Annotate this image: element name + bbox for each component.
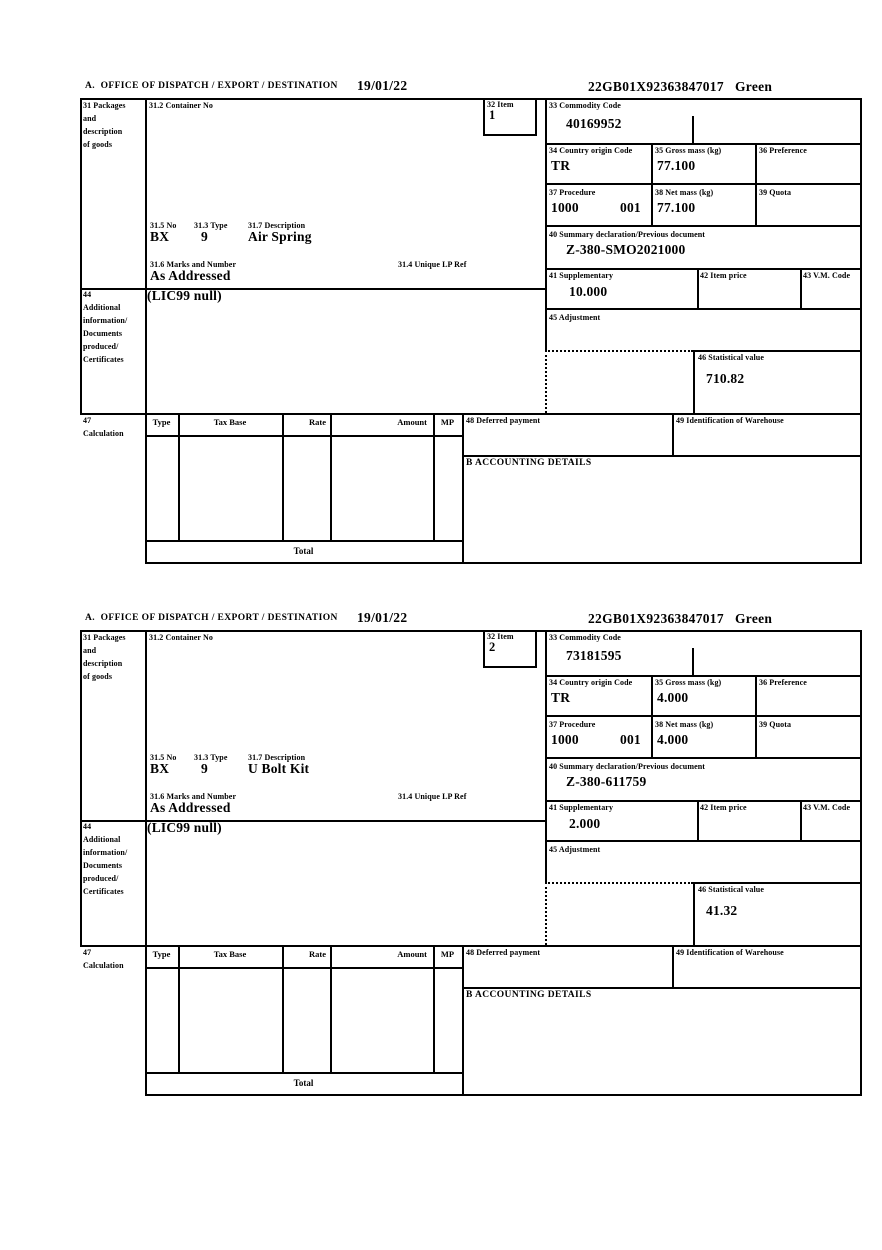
divider-line [462, 455, 862, 457]
packages-type-label: 31.3 Type [194, 753, 228, 762]
divider-line [433, 413, 435, 540]
country-origin-label: 34 Country origin Code [549, 678, 633, 687]
divider-line [462, 945, 464, 1094]
calc-column-amount: Amount [397, 417, 427, 427]
container-no-label: 31.2 Container No [149, 633, 213, 642]
dispatch-date: 19/01/22 [357, 78, 408, 93]
divider-line [462, 413, 464, 562]
additional-information-value: (LIC99 null) [147, 820, 222, 835]
box44-label-line: produced/ [83, 874, 119, 883]
box44-label-line: Additional [83, 303, 121, 312]
divider-line [145, 540, 464, 542]
adjustment-label: 45 Adjustment [549, 313, 601, 322]
divider-line [693, 350, 695, 413]
statistical-value-label: 46 Statistical value [698, 353, 764, 362]
divider-line [545, 308, 862, 310]
divider-line [545, 98, 547, 350]
net-mass-value: 4.000 [657, 732, 689, 747]
divider-line [80, 413, 862, 415]
box44-label-line: 44 [83, 290, 92, 299]
box47-label-line: Calculation [83, 961, 124, 970]
packages-description-label: 31.7 Description [248, 221, 306, 230]
packages-no-label: 31.5 No [150, 221, 177, 230]
divider-line [860, 630, 862, 1096]
divider-line [80, 630, 82, 945]
routing-status: Green [735, 79, 773, 94]
box31-label-line: 31 Packages [83, 633, 126, 642]
marks-and-number-label: 31.6 Marks and Number [150, 792, 237, 801]
declaration-item-block [0, 612, 882, 1112]
divider-line [545, 715, 862, 717]
packages-description-label: 31.7 Description [248, 753, 306, 762]
divider-line [282, 945, 284, 1072]
supplementary-value: 10.000 [569, 284, 608, 299]
box44-label-line: produced/ [83, 342, 119, 351]
office-of-dispatch-label: A. OFFICE OF DISPATCH / EXPORT / DESTINATION [85, 613, 338, 623]
divider-line [755, 675, 757, 757]
marks-and-number-label: 31.6 Marks and Number [150, 260, 237, 269]
item-number-value: 2 [489, 640, 496, 654]
divider-line [433, 945, 435, 1072]
identification-warehouse-label: 49 Identification of Warehouse [676, 416, 784, 425]
box31-label-line: description [83, 127, 123, 136]
dotted-divider-line [545, 350, 693, 352]
item-number-value: 1 [489, 108, 496, 122]
procedure-value-2: 001 [620, 732, 641, 747]
supplementary-label: 41 Supplementary [549, 271, 614, 280]
calc-column-tax-base: Tax Base [213, 417, 247, 427]
box44-label-line: Additional [83, 835, 121, 844]
divider-line [545, 183, 862, 185]
net-mass-label: 38 Net mass (kg) [655, 188, 714, 197]
goods-description-value: U Bolt Kit [248, 761, 310, 776]
divider-line [545, 630, 547, 882]
box44-label-line: information/ [83, 848, 128, 857]
calc-column-rate: Rate [309, 949, 326, 959]
divider-line [545, 225, 862, 227]
net-mass-value: 77.100 [657, 200, 696, 215]
divider-line [545, 143, 862, 145]
deferred-payment-label: 48 Deferred payment [466, 416, 541, 425]
divider-line [145, 435, 464, 437]
divider-line [330, 413, 332, 540]
divider-line [672, 945, 674, 989]
movement-reference-number: 22GB01X92363847017 [588, 79, 724, 94]
commodity-code-label: 33 Commodity Code [549, 633, 621, 642]
packages-no-value: BX [150, 761, 170, 776]
declaration-item-block [0, 80, 882, 580]
packages-type-value: 9 [201, 761, 208, 776]
movement-reference-number: 22GB01X92363847017 [588, 611, 724, 626]
item-price-label: 42 Item price [700, 803, 747, 812]
divider-line [145, 967, 464, 969]
vm-code-label: 43 V.M. Code [803, 271, 851, 280]
item-number-label: 32 Item [487, 100, 514, 109]
calc-column-mp: MP [440, 417, 455, 427]
quota-label: 39 Quota [759, 720, 792, 729]
unique-lp-ref-label: 31.4 Unique LP Ref [398, 260, 467, 269]
routing-status: Green [735, 611, 773, 626]
packages-type-label: 31.3 Type [194, 221, 228, 230]
box31-label-line: of goods [83, 672, 113, 681]
procedure-value-2: 001 [620, 200, 641, 215]
commodity-code-label: 33 Commodity Code [549, 101, 621, 110]
vm-code-label: 43 V.M. Code [803, 803, 851, 812]
summary-declaration-value: Z-380-SMO2021000 [566, 242, 686, 257]
calc-column-mp: MP [440, 949, 455, 959]
divider-line [697, 268, 699, 310]
divider-line [651, 143, 653, 225]
calc-total-label: Total [293, 546, 314, 556]
net-mass-label: 38 Net mass (kg) [655, 720, 714, 729]
divider-line [693, 350, 862, 352]
accounting-details-label: B ACCOUNTING DETAILS [466, 458, 592, 468]
procedure-value-1: 1000 [551, 200, 579, 215]
box31-label-line: description [83, 659, 123, 668]
procedure-label: 37 Procedure [549, 720, 596, 729]
goods-description-value: Air Spring [248, 229, 312, 244]
box31-label-line: and [83, 114, 97, 123]
calc-column-rate: Rate [309, 417, 326, 427]
divider-line [755, 143, 757, 225]
divider-line [80, 945, 862, 947]
box31-label-line: and [83, 646, 97, 655]
box44-label-line: Certificates [83, 355, 124, 364]
divider-line [145, 1094, 862, 1096]
divider-line [483, 134, 537, 136]
calc-total-label: Total [293, 1078, 314, 1088]
divider-line [145, 98, 147, 564]
box44-label-line: 44 [83, 822, 92, 831]
divider-line [545, 800, 862, 802]
divider-line [535, 98, 537, 136]
commodity-code-subdivider [692, 648, 694, 677]
calc-column-type: Type [152, 417, 171, 427]
supplementary-label: 41 Supplementary [549, 803, 614, 812]
preference-label: 36 Preference [759, 678, 807, 687]
divider-line [483, 98, 485, 136]
gross-mass-value: 4.000 [657, 690, 689, 705]
statistical-value: 710.82 [706, 371, 745, 386]
box31-label-line: 31 Packages [83, 101, 126, 110]
box47-label-line: Calculation [83, 429, 124, 438]
divider-line [545, 675, 862, 677]
summary-declaration-value: Z-380-611759 [566, 774, 647, 789]
statistical-value: 41.32 [706, 903, 738, 918]
divider-line [860, 98, 862, 564]
divider-line [282, 413, 284, 540]
divider-line [535, 630, 537, 668]
packages-type-value: 9 [201, 229, 208, 244]
divider-line [693, 882, 695, 945]
item-price-label: 42 Item price [700, 271, 747, 280]
additional-information-value: (LIC99 null) [147, 288, 222, 303]
procedure-value-1: 1000 [551, 732, 579, 747]
divider-line [800, 268, 802, 310]
divider-line [462, 987, 862, 989]
divider-line [693, 882, 862, 884]
box31-label-line: of goods [83, 140, 113, 149]
country-origin-label: 34 Country origin Code [549, 146, 633, 155]
packages-no-value: BX [150, 229, 170, 244]
commodity-code-value: 73181595 [566, 648, 622, 663]
commodity-code-subdivider [692, 116, 694, 145]
divider-line [80, 98, 862, 100]
container-no-label: 31.2 Container No [149, 101, 213, 110]
divider-line [80, 630, 862, 632]
divider-line [651, 675, 653, 757]
divider-line [178, 945, 180, 1072]
divider-line [330, 945, 332, 1072]
accounting-details-label: B ACCOUNTING DETAILS [466, 990, 592, 1000]
gross-mass-value: 77.100 [657, 158, 696, 173]
divider-line [545, 268, 862, 270]
divider-line [672, 413, 674, 457]
divider-line [145, 630, 147, 1096]
item-number-label: 32 Item [487, 632, 514, 641]
packages-no-label: 31.5 No [150, 753, 177, 762]
office-of-dispatch-label: A. OFFICE OF DISPATCH / EXPORT / DESTINATION [85, 81, 338, 91]
divider-line [178, 413, 180, 540]
box47-label-line: 47 [83, 416, 92, 425]
divider-line [545, 757, 862, 759]
dotted-divider-line [545, 882, 693, 884]
dotted-divider-line [545, 350, 547, 413]
summary-declaration-label: 40 Summary declaration/Previous document [549, 230, 706, 239]
divider-line [80, 98, 82, 413]
divider-line [800, 800, 802, 842]
divider-line [697, 800, 699, 842]
quota-label: 39 Quota [759, 188, 792, 197]
preference-label: 36 Preference [759, 146, 807, 155]
country-origin-value: TR [551, 690, 571, 705]
divider-line [483, 630, 485, 668]
adjustment-label: 45 Adjustment [549, 845, 601, 854]
deferred-payment-label: 48 Deferred payment [466, 948, 541, 957]
statistical-value-label: 46 Statistical value [698, 885, 764, 894]
country-origin-value: TR [551, 158, 571, 173]
summary-declaration-label: 40 Summary declaration/Previous document [549, 762, 706, 771]
supplementary-value: 2.000 [569, 816, 601, 831]
box44-label-line: Documents [83, 329, 123, 338]
box44-label-line: Certificates [83, 887, 124, 896]
divider-line [545, 840, 862, 842]
divider-line [145, 1072, 464, 1074]
calc-column-amount: Amount [397, 949, 427, 959]
gross-mass-label: 35 Gross mass (kg) [655, 678, 722, 687]
box44-label-line: information/ [83, 316, 128, 325]
marks-and-number-value: As Addressed [150, 268, 231, 283]
calc-column-tax-base: Tax Base [213, 949, 247, 959]
procedure-label: 37 Procedure [549, 188, 596, 197]
gross-mass-label: 35 Gross mass (kg) [655, 146, 722, 155]
box47-label-line: 47 [83, 948, 92, 957]
dispatch-date: 19/01/22 [357, 610, 408, 625]
box44-label-line: Documents [83, 861, 123, 870]
identification-warehouse-label: 49 Identification of Warehouse [676, 948, 784, 957]
dotted-divider-line [545, 882, 547, 945]
divider-line [483, 666, 537, 668]
calc-column-type: Type [152, 949, 171, 959]
marks-and-number-value: As Addressed [150, 800, 231, 815]
unique-lp-ref-label: 31.4 Unique LP Ref [398, 792, 467, 801]
divider-line [145, 562, 862, 564]
commodity-code-value: 40169952 [566, 116, 622, 131]
